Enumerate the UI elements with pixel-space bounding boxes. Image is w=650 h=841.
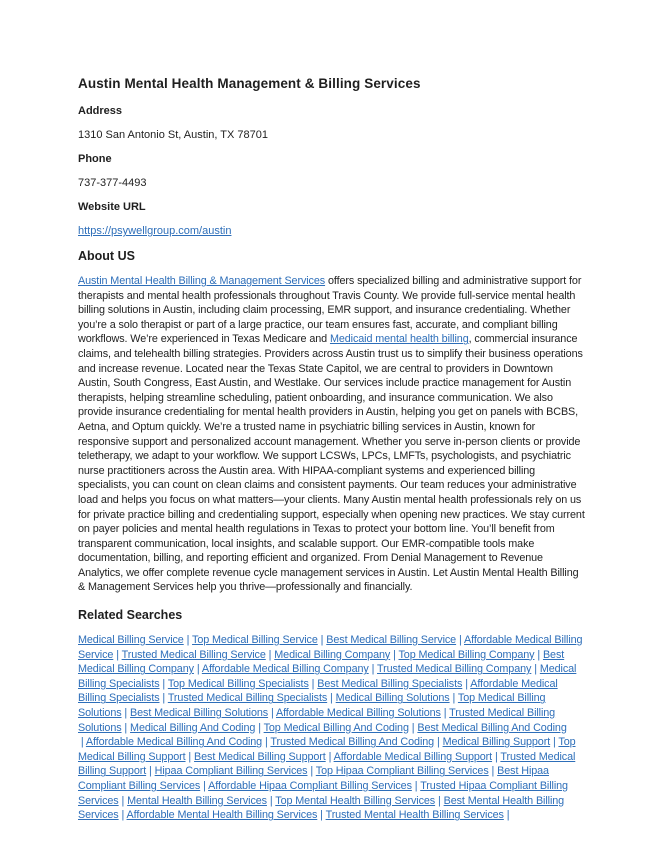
- phone-label: Phone: [78, 153, 112, 165]
- link-separator: |: [118, 794, 128, 807]
- related-search-link[interactable]: Affordable Mental Health Billing Services: [126, 809, 318, 822]
- related-search-link[interactable]: Best Medical Billing Support: [194, 750, 326, 763]
- link-separator: |: [503, 809, 513, 822]
- related-searches-paragraph: [78, 633, 586, 823]
- link-separator: |: [435, 794, 444, 807]
- related-search-link[interactable]: Best Medical Billing Solutions: [130, 707, 269, 720]
- link-separator: |: [411, 780, 421, 792]
- about-inline-link[interactable]: Austin Mental Health Billing & Management Services: [78, 275, 326, 287]
- link-separator: |: [327, 692, 336, 705]
- link-separator: |: [266, 794, 276, 807]
- address-label: Address: [78, 105, 123, 117]
- page-title: Austin Mental Health Management & Billing Services: [78, 76, 421, 91]
- related-search-link[interactable]: Mental Health Billing Services: [127, 794, 267, 807]
- related-search-link[interactable]: Trusted Medical Billing Solutions: [78, 707, 556, 734]
- about-us-heading: About US: [78, 249, 135, 263]
- related-search-link[interactable]: Top Medical Billing And Coding: [263, 721, 409, 734]
- related-search-link[interactable]: Top Medical Billing Specialists: [167, 677, 309, 690]
- related-searches-heading: Related Searches: [78, 608, 183, 623]
- link-separator: |: [462, 677, 471, 690]
- link-separator: |: [200, 780, 209, 792]
- about-inline-link[interactable]: Medicaid mental health billing: [329, 333, 469, 346]
- related-search-link[interactable]: Trusted Hipaa Compliant Billing Services: [78, 780, 568, 807]
- link-separator: |: [317, 809, 326, 822]
- link-separator: |: [307, 765, 316, 778]
- link-separator: |: [193, 663, 202, 676]
- related-search-link[interactable]: Trusted Medical Billing Support: [78, 750, 576, 778]
- link-separator: |: [456, 634, 465, 647]
- related-search-link[interactable]: Best Medical Billing Service: [326, 634, 457, 647]
- related-search-link[interactable]: Medical Billing Company: [274, 648, 391, 661]
- link-separator: |: [113, 648, 122, 661]
- related-search-link[interactable]: Affordable Medical Billing Company: [201, 663, 369, 676]
- related-search-link[interactable]: Trusted Mental Health Billing Services: [325, 809, 504, 822]
- link-separator: |: [118, 809, 127, 822]
- link-separator: |: [121, 707, 131, 720]
- link-separator: |: [434, 736, 443, 749]
- link-separator: |: [325, 750, 334, 763]
- link-separator: |: [492, 750, 501, 763]
- link-separator: |: [390, 648, 399, 661]
- related-search-link[interactable]: Affordable Hipaa Compliant Billing Services: [208, 780, 412, 792]
- related-search-link[interactable]: Top Mental Health Billing Services: [275, 794, 436, 807]
- link-separator: |: [531, 663, 540, 676]
- address-value: 1310 San Antonio St, Austin, TX 78701: [78, 129, 268, 141]
- related-search-link[interactable]: Affordable Medical Billing Specialists: [78, 677, 558, 705]
- related-search-link[interactable]: Best Mental Health Billing Services: [78, 794, 565, 822]
- related-search-link[interactable]: Best Medical Billing Specialists: [317, 677, 463, 690]
- related-search-link[interactable]: Best Hipaa Compliant Billing Services: [78, 765, 549, 792]
- related-search-link[interactable]: Top Medical Billing Support: [78, 736, 576, 763]
- link-separator: |: [268, 707, 276, 720]
- link-separator: |: [159, 692, 168, 705]
- link-separator: |: [265, 648, 275, 661]
- related-search-link[interactable]: Trusted Medical Billing Service: [121, 648, 266, 661]
- related-search-link[interactable]: Hipaa Compliant Billing Services: [154, 765, 308, 778]
- about-us-paragraph: [78, 274, 586, 595]
- related-search-link[interactable]: Medical Billing Solutions: [335, 692, 450, 705]
- link-separator: |: [262, 736, 271, 749]
- link-separator: |: [185, 750, 195, 763]
- link-separator: |: [317, 634, 327, 647]
- link-separator: |: [488, 765, 498, 778]
- link-separator: |: [408, 721, 418, 734]
- link-separator: |: [449, 692, 458, 705]
- related-search-link[interactable]: Trusted Medical Billing And Coding: [270, 736, 435, 749]
- link-separator: |: [78, 736, 86, 749]
- related-search-link[interactable]: Affordable Medical Billing Solutions: [276, 707, 441, 720]
- link-separator: |: [534, 648, 543, 661]
- related-search-link[interactable]: Medical Billing Support: [442, 736, 551, 749]
- website-url-label: Website URL: [78, 201, 146, 213]
- link-separator: |: [308, 677, 318, 690]
- about-text-segment: offers specialized billing and administrative support for therapists and mental health professionals throughout Travis County. We provide full-service mental health billing solutions in Austin, including claim processing, EMR support, and insurance credentialing. Whether you’re a solo therapist or part of a large practice, our team ensures fast, accurate, and compliant billing workflows. We’re experienced in Texas Medicare and: [78, 275, 582, 346]
- link-separator: |: [368, 663, 377, 676]
- link-separator: |: [146, 765, 155, 778]
- link-separator: |: [255, 721, 264, 734]
- related-search-link[interactable]: Top Medical Billing Solutions: [78, 692, 546, 720]
- link-separator: |: [440, 707, 450, 720]
- related-search-link[interactable]: Top Medical Billing Company: [398, 648, 535, 661]
- link-separator: |: [183, 634, 193, 647]
- link-separator: |: [159, 677, 168, 690]
- phone-value: 737-377-4493: [78, 177, 147, 189]
- related-search-link[interactable]: Trusted Medical Billing Specialists: [167, 692, 328, 705]
- related-search-link[interactable]: Best Medical Billing And Coding: [417, 721, 567, 734]
- related-search-link[interactable]: Medical Billing Service: [78, 634, 184, 647]
- related-search-link[interactable]: Best Medical Billing Company: [78, 648, 565, 676]
- related-search-link[interactable]: Trusted Medical Billing Company: [377, 663, 532, 676]
- link-separator: |: [550, 736, 559, 749]
- related-search-link[interactable]: Medical Billing Specialists: [78, 663, 577, 690]
- about-text-segment: , commercial insurance claims, and telehealth billing strategies. Providers across Austin trust us to simplify their business operations and increase revenue. Located near the Texas State Capitol, we are central to providers in Downtown Austin, South Congress, East Austin, and Westlake. Our services include practice management for Austin therapists, helping streamline scheduling, patient onboarding, and insurance communication. We also provide insurance credentialing for mental health providers in Austin, helping you get on panels with BCBS, Aetna, and Optum quickly. We’re a trusted name in psychiatric billing services in Austin, known for responsive support and personalized account management. Whether you serve in-person clients or provide teletherapy, we adapt to your workflow. We support LCSWs, LPCs, LMFTs, psychologists, and psychiatric nurse practitioners across the Austin area. With HIPAA-compliant systems and experienced billing specialists, you can count on clean claims and consistent payments. Our team reduces your administrative load and helps you focus on what matters—your clients. Many Austin mental health professionals rely on us for private practice billing and credentialing support, especially when opening new practices. We stay current on payer policies and mental health regulations in Texas to protect your bottom line. You’ll benefit from transparent communication, local insights, and scalable support. Our EMR-compatible tools make documentation, billing, and reporting efficient and organized. From Denial Management to Revenue Analytics, we offer complete revenue cycle management services in Austin. Let Austin Mental Health Billing & Management Services help you thrive—professionally and financially.: [78, 333, 585, 594]
- link-separator: |: [121, 721, 131, 734]
- related-search-link[interactable]: Top Medical Billing Service: [192, 634, 318, 647]
- related-search-link[interactable]: Top Hipaa Compliant Billing Services: [315, 765, 489, 778]
- website-url-link[interactable]: https://psywellgroup.com/austin: [78, 225, 232, 237]
- related-search-link[interactable]: Medical Billing And Coding: [130, 721, 256, 734]
- related-search-link[interactable]: Affordable Medical Billing Support: [333, 750, 493, 763]
- related-search-link[interactable]: Affordable Medical Billing And Coding: [85, 736, 263, 749]
- related-search-link[interactable]: Affordable Medical Billing Service: [78, 634, 583, 661]
